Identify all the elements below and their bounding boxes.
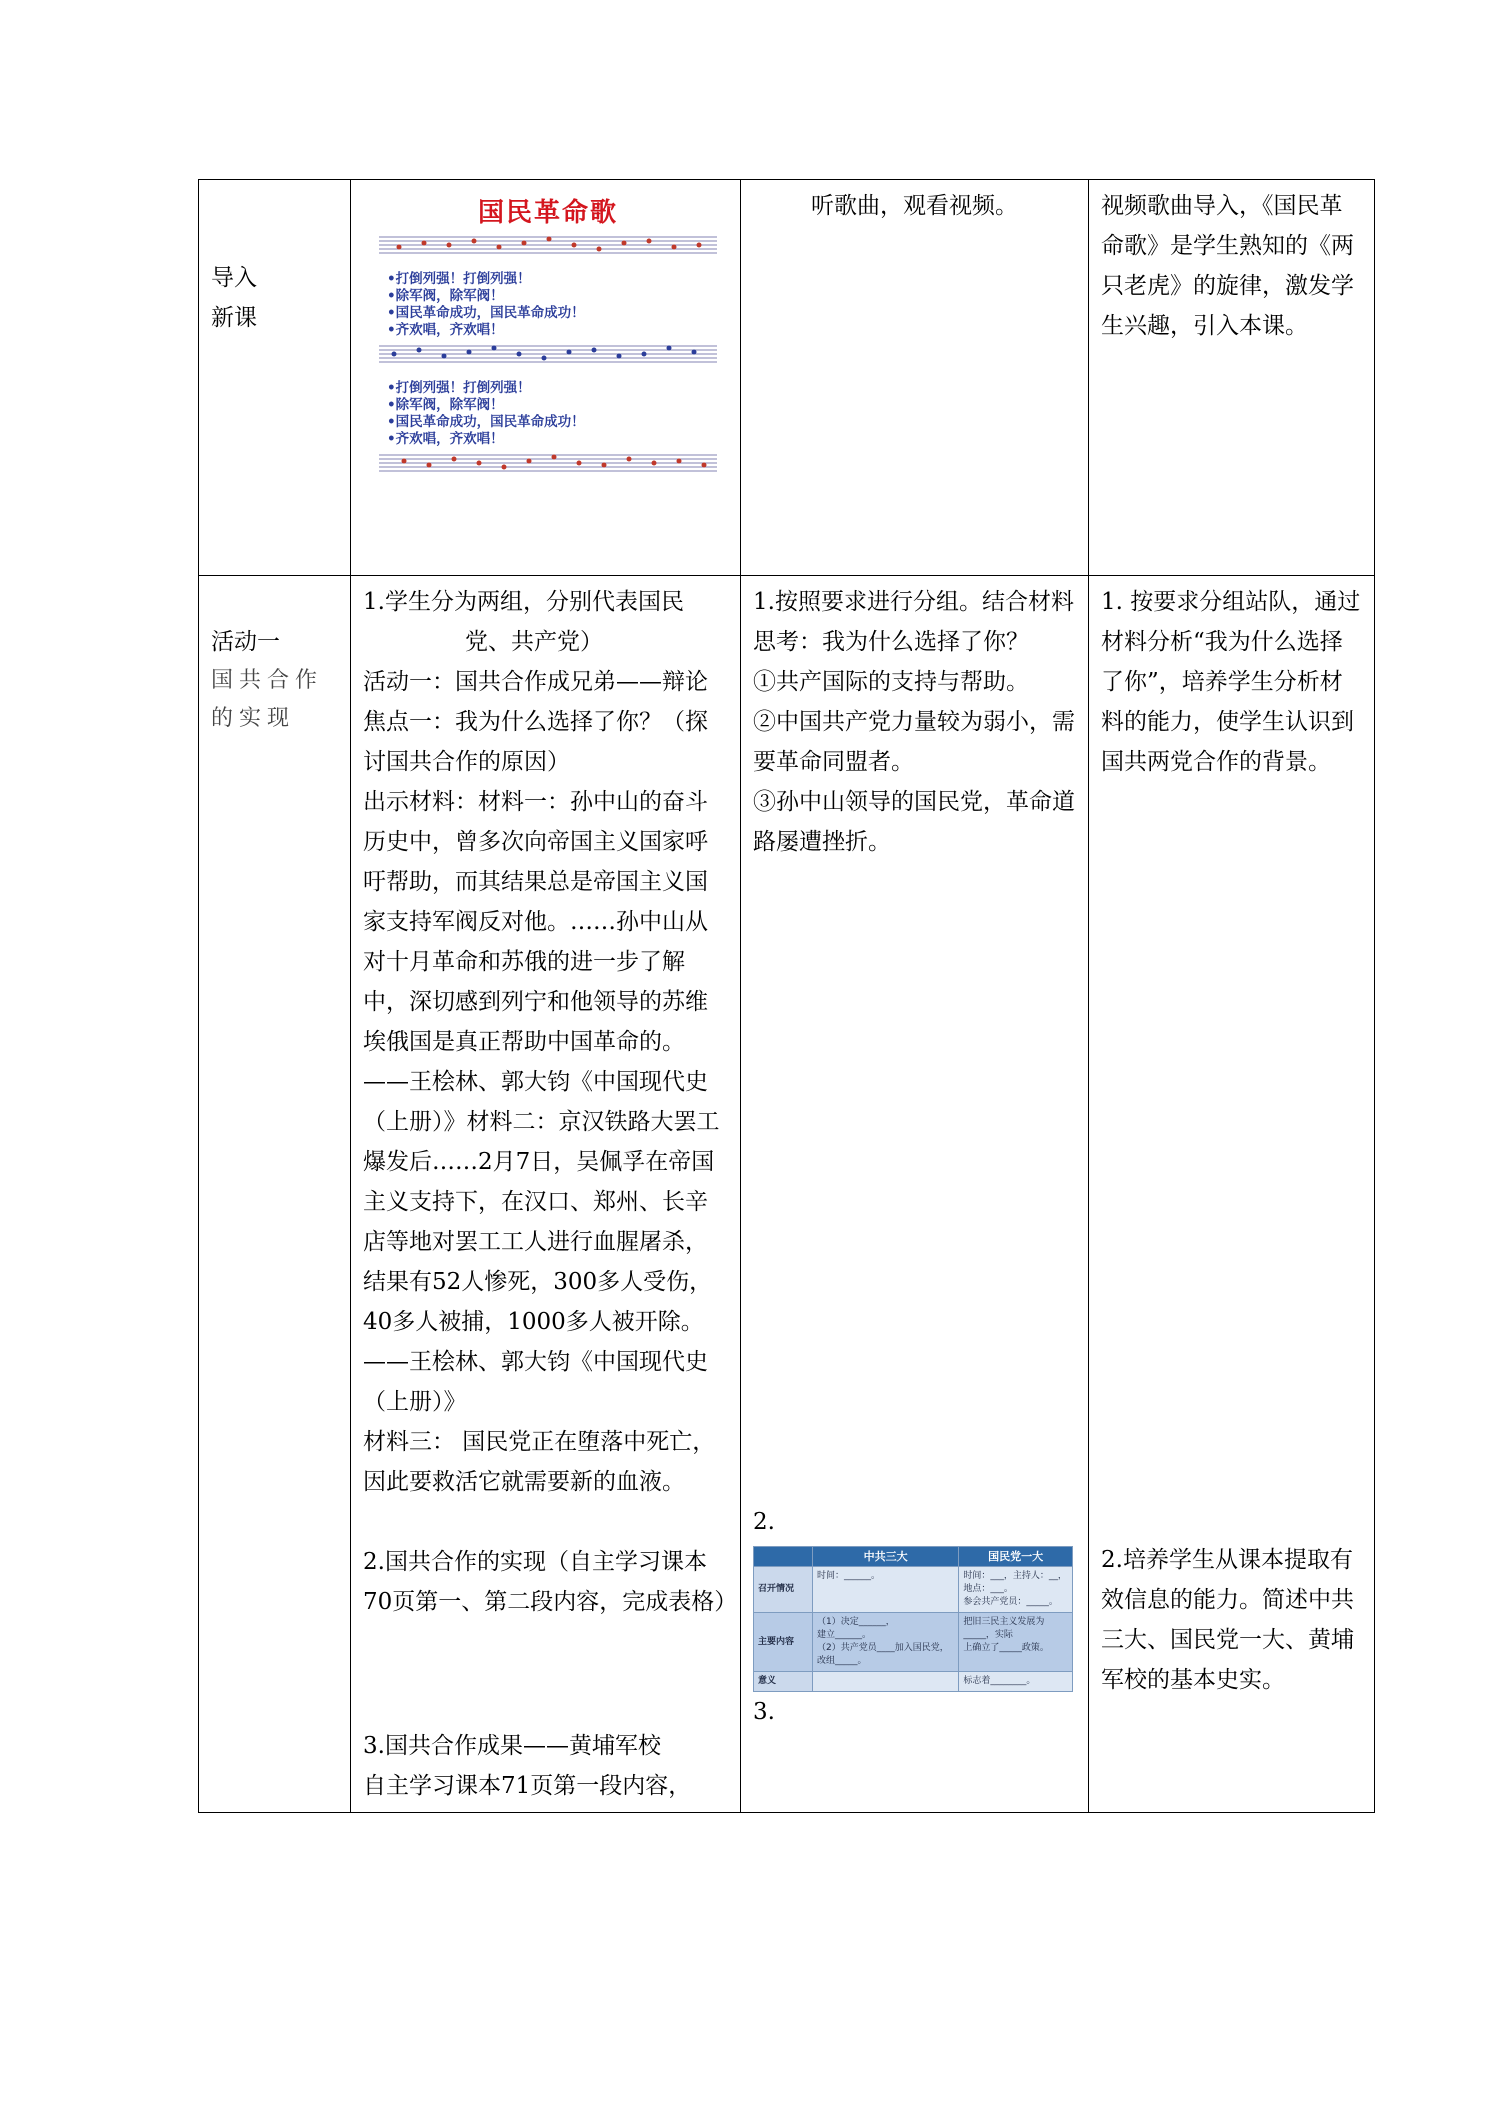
stage-cell <box>199 576 351 1813</box>
mini-table-heading: 国民党一大 <box>959 1547 1073 1567</box>
stage-title <box>211 258 338 338</box>
teacher-text: 党、共产党） <box>465 629 603 655</box>
mini-cell-line: 时间：___，主持人：__， <box>963 1571 1067 1581</box>
mini-table-cell <box>959 1613 1073 1672</box>
intent-text: 2.培养学生从课本提取有效信息的能力。简述中共三大、国民党一大、黄埔军校的基本史实。 <box>1101 1547 1354 1693</box>
mini-table-cell <box>813 1672 959 1692</box>
lesson-plan-table <box>198 179 1375 1813</box>
mini-table-label: 主要内容 <box>754 1613 813 1672</box>
teacher-activity-cell <box>351 180 741 576</box>
lyrics-verse-1 <box>379 271 717 339</box>
teacher-text: ——王桧林、郭大钧《中国现代史（上册）》 <box>363 1349 708 1415</box>
mini-table-cell: 时间：______。 <box>813 1567 959 1613</box>
student-text: 听歌曲，观看视频。 <box>811 193 1018 219</box>
music-staff-icon <box>379 451 717 473</box>
mini-cell-line: 建立______。 <box>817 1630 872 1640</box>
student-text: 2. <box>753 1509 775 1535</box>
student-text: ①共产国际的支持与帮助。 <box>753 669 1029 695</box>
student-activity-cell <box>741 576 1089 1813</box>
student-text: 1.按照要求进行分组。结合材料思考：我为什么选择了你？ <box>753 589 1074 655</box>
teacher-text: 活动一：国共合作成兄弟——辩论焦点一：我为什么选择了你？（探讨国共合作的原因） <box>363 669 708 775</box>
mini-table-label: 召开情况 <box>754 1567 813 1613</box>
song-title: 国民革命歌 <box>477 198 618 228</box>
stage-title: 活动一 <box>211 629 280 655</box>
teacher-text: ——王桧林、郭大钧《中国现代史（上册）》材料二：京汉铁路大罢工爆发后……2月7日，吴佩孚在帝国主义支持下，在汉口、郑州、长辛店等地对罢工工人进行血腥屠杀，结果有52人惨死，300多人受伤，40多人被捕，1000多人被开除。 <box>363 1069 720 1335</box>
lyric-line: •齐欢唱，齐欢唱！ <box>387 431 504 447</box>
teacher-text: 材料三： 国民党正在堕落中死亡，因此要救活它就需要新的血液。 <box>363 1429 716 1495</box>
stage-subtitle: 国共合作的实现 <box>211 668 324 731</box>
mini-table-cell <box>959 1567 1073 1613</box>
teacher-text: 3.国共合作成果——黄埔军校 <box>363 1733 661 1759</box>
mini-table-cell: 标志着________。 <box>959 1672 1073 1692</box>
student-text: ②中国共产党力量较为弱小，需要革命同盟者。 <box>753 709 1075 775</box>
fill-in-table-image <box>753 1546 1073 1692</box>
lyric-line: •齐欢唱，齐欢唱！ <box>387 322 504 338</box>
stage-line: 导入 <box>211 265 257 291</box>
teacher-text: 2.国共合作的实现（自主学习课本70页第一、第二段内容，完成表格） <box>363 1549 738 1615</box>
lyric-line: •国民革命成功，国民革命成功！ <box>387 414 585 430</box>
lyric-line: •除军阀，除军阀！ <box>387 288 504 304</box>
mini-table-row <box>754 1567 1073 1613</box>
mini-table-cell <box>813 1613 959 1672</box>
music-staff-icon <box>379 233 717 255</box>
mini-table-row <box>754 1613 1073 1672</box>
student-text: 3. <box>753 1699 775 1725</box>
song-image <box>379 196 717 474</box>
mini-table-row <box>754 1672 1073 1692</box>
mini-cell-line: （1）决定______， <box>817 1617 895 1627</box>
table-row-intro <box>199 180 1375 576</box>
design-intent-cell <box>1089 180 1375 576</box>
lyric-line: •打倒列强！打倒列强！ <box>387 271 531 287</box>
table-row-activity-one <box>199 576 1375 1813</box>
music-staff-icon <box>379 342 717 364</box>
student-activity-cell <box>741 180 1089 576</box>
mini-table-heading: 中共三大 <box>813 1547 959 1567</box>
student-text: ③孙中山领导的国民党，革命道路屡遭挫折。 <box>753 789 1075 855</box>
lyric-line: •除军阀，除军阀！ <box>387 397 504 413</box>
mini-table-header <box>754 1547 1073 1567</box>
stage-cell <box>199 180 351 576</box>
stage-line: 新课 <box>211 305 257 331</box>
intent-text: 视频歌曲导入，《国民革命歌》是学生熟知的《两只老虎》的旋律，激发学生兴趣，引入本课。 <box>1101 193 1354 339</box>
mini-cell-line: 把旧三民主义发展为_____，实际 <box>963 1617 1045 1640</box>
teacher-text: 出示材料：材料一：孙中山的奋斗历史中，曾多次向帝国主义国家呼吁帮助，而其结果总是帝国主义国家支持军阀反对他。……孙中山从对十月革命和苏俄的进一步了解中，深切感到列宁和他领导的苏维埃俄国是真正帮助中国革命的。 <box>363 789 708 1055</box>
intent-text: 1. 按要求分组站队，通过材料分析“我为什么选择了你”，培养学生分析材料的能力，使学生认识到国共两党合作的背景。 <box>1101 589 1361 775</box>
lyrics-verse-2 <box>379 380 717 448</box>
design-intent-cell <box>1089 576 1375 1813</box>
teacher-activity-cell <box>351 576 741 1813</box>
mini-table-corner <box>754 1547 813 1567</box>
teacher-text: 1.学生分为两组，分别代表国民 <box>363 589 684 615</box>
lyric-line: •打倒列强！打倒列强！ <box>387 380 531 396</box>
mini-cell-line: 地点：___。 <box>963 1584 1013 1594</box>
mini-table-label: 意义 <box>754 1672 813 1692</box>
mini-cell-line: 上确立了_____政策。 <box>963 1643 1049 1653</box>
teacher-text: 自主学习课本71页第一段内容， <box>363 1773 692 1799</box>
mini-cell-line: （2）共产党员____加入国民党，改组_____。 <box>817 1643 949 1666</box>
lyric-line: •国民革命成功，国民革命成功！ <box>387 305 585 321</box>
mini-cell-line: 参会共产党员：_____。 <box>963 1597 1058 1607</box>
